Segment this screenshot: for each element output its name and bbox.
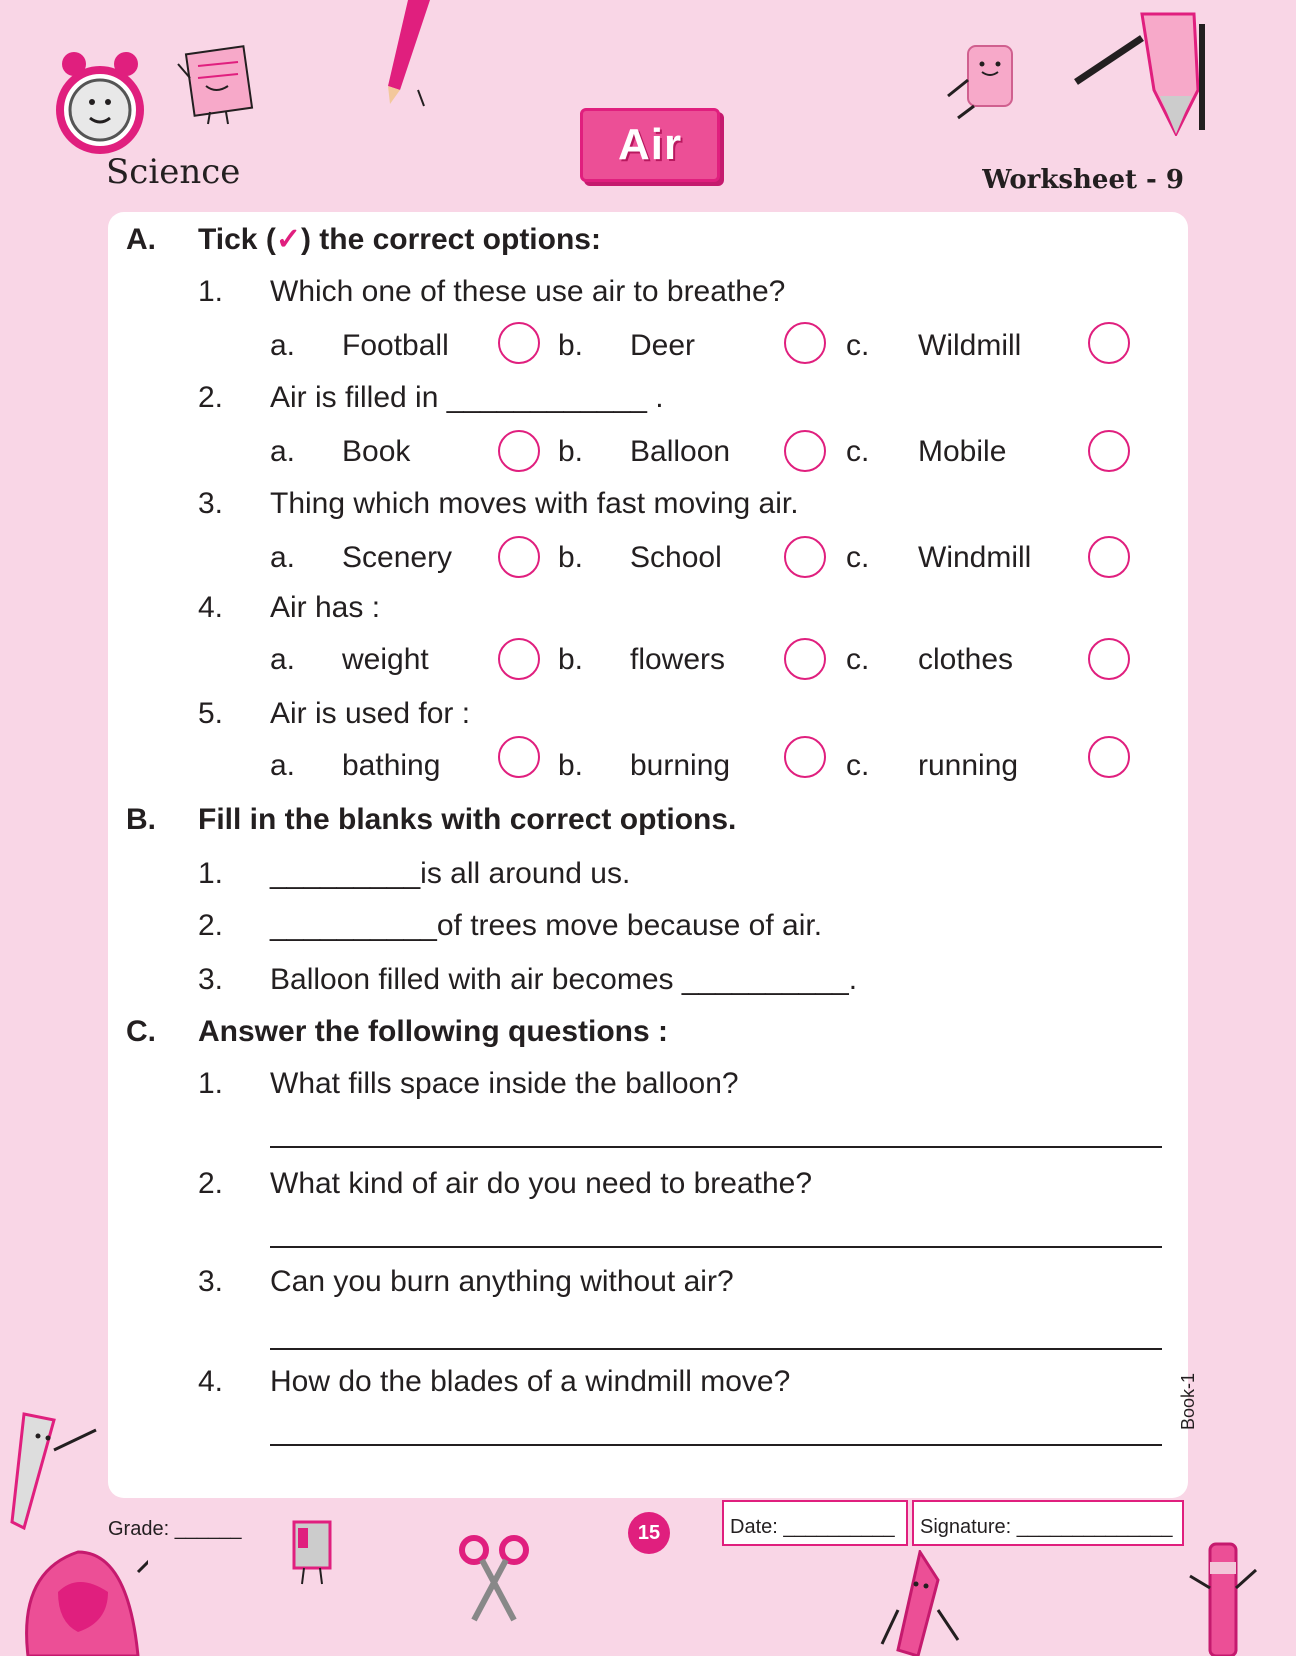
tick-circle[interactable] [498,322,540,364]
option-letter: b. [558,541,584,574]
answer-line[interactable] [270,1246,1162,1248]
tick-circle[interactable] [498,736,540,778]
option-letter: c. [846,435,870,468]
tick-mark-icon: ✓ [275,223,301,256]
mcq-question: Air is used for : [270,697,471,730]
section-b-letter: B. [126,803,156,836]
option-label: clothes [918,643,1014,676]
option-label: Football [342,329,449,362]
answer-question-number: 4. [198,1365,224,1398]
option-letter: b. [558,435,584,468]
option-label: Balloon [630,435,731,468]
crayon-icon [880,1550,960,1656]
option-label: Deer [630,329,696,362]
mcq-question: Thing which moves with fast moving air. [270,487,799,520]
option-letter: a. [270,749,296,782]
mcq-question: Which one of these use air to breathe? [270,275,786,308]
tick-circle[interactable] [1088,430,1130,472]
tick-circle[interactable] [1088,322,1130,364]
fill-blank-number: 1. [198,857,224,890]
answer-question-text: How do the blades of a windmill move? [270,1365,791,1398]
option-letter: a. [270,435,296,468]
option-label: Windmill [918,541,1032,574]
fill-blank-number: 2. [198,909,224,942]
tick-circle[interactable] [498,638,540,680]
option-letter: b. [558,329,584,362]
fill-blank-text: __________of trees move because of air. [270,909,823,942]
answer-question-text: Can you burn anything without air? [270,1265,734,1298]
option-label: weight [342,643,429,676]
option-label: bathing [342,749,441,782]
answer-question-number: 1. [198,1067,224,1100]
option-letter: c. [846,541,870,574]
mcq-number: 3. [198,487,224,520]
tick-circle[interactable] [784,638,826,680]
mcq-number: 4. [198,591,224,624]
option-label: Mobile [918,435,1007,468]
option-letter: a. [270,541,296,574]
section-c-title: Answer the following questions : [198,1015,669,1048]
tick-circle[interactable] [784,430,826,472]
option-label: School [630,541,722,574]
option-letter: c. [846,643,870,676]
book-label: Book-1 [1178,1372,1198,1430]
option-letter: c. [846,749,870,782]
option-label: flowers [630,643,726,676]
option-letter: a. [270,643,296,676]
scissors-icon [456,1534,532,1624]
worksheet-title: Air [617,120,683,169]
tick-circle[interactable] [498,536,540,578]
grade-field[interactable]: Grade: ______ [108,1518,242,1540]
answer-line[interactable] [270,1444,1162,1446]
pencil-icon [380,0,440,110]
fill-blank-number: 3. [198,963,224,996]
mcq-question: Air has : [270,591,381,624]
eraser-icon [944,40,1026,120]
tick-circle[interactable] [498,430,540,472]
section-a-title: Tick (✓) the correct options: [198,223,601,256]
option-label: Scenery [342,541,453,574]
option-letter: b. [558,643,584,676]
mcq-number: 1. [198,275,224,308]
option-letter: a. [270,329,296,362]
option-letter: c. [846,329,870,362]
answer-question-text: What kind of air do you need to breathe? [270,1167,813,1200]
worksheet-number: Worksheet - 9 [982,165,1184,195]
pencil-sharpener-icon [1072,10,1212,136]
notepad-icon [176,44,262,126]
section-a-letter: A. [126,223,156,256]
fill-blank-text: Balloon filled with air becomes __________. [270,963,858,996]
mcq-number: 2. [198,381,224,414]
section-c-letter: C. [126,1015,156,1048]
tick-circle[interactable] [784,536,826,578]
tick-circle[interactable] [1088,736,1130,778]
tick-circle[interactable] [784,736,826,778]
answer-question-text: What fills space inside the balloon? [270,1067,739,1100]
alarm-clock-icon [52,46,148,156]
section-b-title: Fill in the blanks with correct options. [198,803,737,836]
option-label: Book [342,435,411,468]
date-field[interactable]: Date: __________ [722,1500,908,1546]
option-label: running [918,749,1019,782]
answer-question-number: 3. [198,1265,224,1298]
answer-line[interactable] [270,1348,1162,1350]
option-letter: b. [558,749,584,782]
mcq-number: 5. [198,697,224,730]
option-label: Wildmill [918,329,1022,362]
tick-circle[interactable] [784,322,826,364]
option-label: burning [630,749,731,782]
answer-question-number: 2. [198,1167,224,1200]
signature-field[interactable]: Signature: ______________ [912,1500,1184,1546]
tick-circle[interactable] [1088,638,1130,680]
pen-icon [1188,1540,1258,1656]
page-number-badge: 15 [628,1512,670,1554]
subject-label: Science [106,152,241,192]
answer-line[interactable] [270,1146,1162,1148]
tick-circle[interactable] [1088,536,1130,578]
fill-blank-text: _________is all around us. [270,857,631,890]
sharpener-icon [284,1518,344,1588]
worksheet-title-badge [580,108,720,182]
mcq-question: Air is filled in ____________ . [270,381,664,414]
